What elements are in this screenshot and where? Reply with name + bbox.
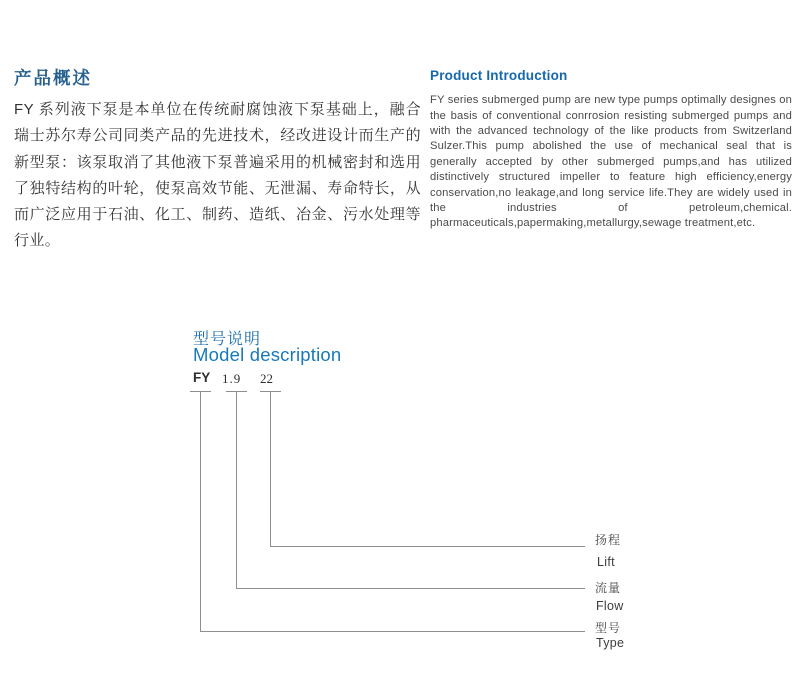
label-lift-zh: 扬程 [595, 533, 622, 547]
introduction-body: FY series submerged pump are new type pumps optimally designes on the basis of conventional conrrosion resisting submerged pumps and with the advanced technology of the like products from Switzerland Sulzer.This pump abolished the use of mechanical seal that is generally accepted by other submerged pumps,and has utilized distinctively structured impeller to feature high efficiency,energy conservation,no leakage,and long service life.They are widely used in the industries of petroleum,chemical. pharmaceuticals,papermaking,metallurgy,sewage treatment,etc. [430, 94, 792, 230]
connector-horizontal-lift [270, 546, 585, 547]
model-code-lift: 22 [260, 371, 273, 386]
connector-horizontal-type [200, 631, 585, 632]
label-type-zh: 型号 [595, 621, 622, 635]
connector-vertical-flow [236, 391, 237, 588]
model-heading-en: Model description [193, 344, 342, 365]
label-type-en: Type [596, 636, 625, 650]
connector-vertical-lift [270, 391, 271, 546]
model-heading-zh: 型号说明 [193, 331, 262, 348]
label-flow-en: Flow [596, 599, 624, 613]
model-code-type: FY [193, 370, 211, 385]
model-code-flow: 1.9 [222, 371, 242, 386]
label-lift-en: Lift [597, 555, 615, 569]
connector-horizontal-flow [236, 588, 585, 589]
overview-body: FY 系列液下泵是本单位在传统耐腐蚀液下泵基础上，融合瑞士苏尔寿公司同类产品的先进技术，经改进设计而生产的新型泵：该泵取消了其他液下泵普遍采用的机械密封和选用了独特结构的叶轮，使泵高效节能、无泄漏、寿命特长，从而广泛应用于石油、化工、制药、造纸、冶金、污水处理等行业。 [14, 101, 421, 250]
overview-heading: 产品概述 [14, 67, 92, 88]
introduction-heading: Product Introduction [430, 68, 568, 84]
connector-vertical-type [200, 391, 201, 631]
label-flow-zh: 流量 [595, 581, 622, 595]
